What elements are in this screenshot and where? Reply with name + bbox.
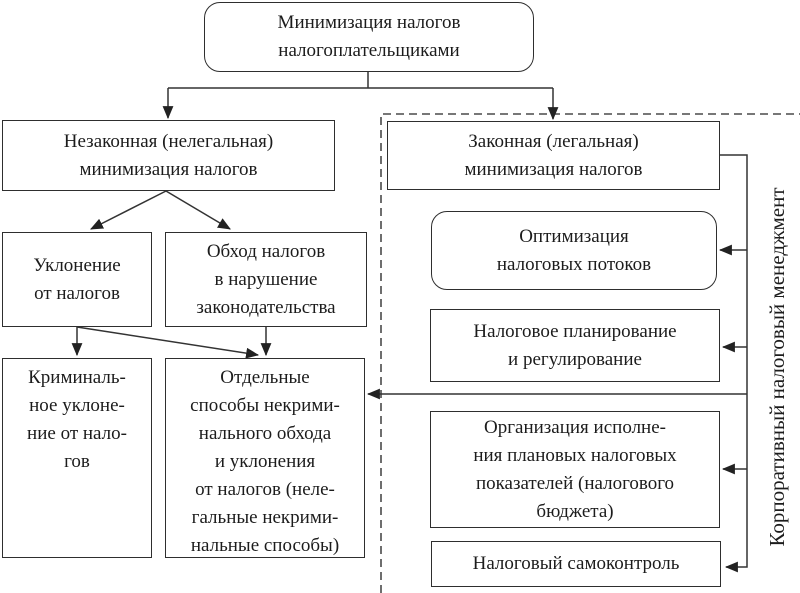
arrow-illegal-to-evasion	[91, 191, 166, 229]
node-tax-flow-optimization	[431, 211, 717, 290]
root-splitter-line	[168, 72, 553, 88]
node-legal-minimization	[387, 121, 720, 190]
node-tax-evasion	[2, 232, 152, 327]
node-line: гальные некрими-	[191, 507, 339, 528]
node-line: Налоговое планирование	[473, 320, 677, 342]
node-line: налоговых потоков	[496, 253, 652, 275]
node-separate-noncriminal-methods	[165, 358, 365, 558]
arrow-evasion-to-separate	[77, 327, 258, 355]
node-line: Обход налогов	[206, 240, 326, 262]
node-line: Отдельные	[220, 367, 310, 388]
node-line: гов	[64, 451, 90, 472]
node-line: и регулирование	[508, 348, 642, 370]
node-line: законодательства	[196, 296, 336, 318]
node-line: и уклонения	[214, 451, 316, 472]
node-line: Уклонение	[33, 254, 121, 276]
node-tax-planning-regulation	[430, 309, 720, 382]
node-line: Незаконная (нелегальная)	[63, 130, 274, 152]
node-tax-circumvention	[165, 232, 367, 327]
node-line: ное уклоне-	[29, 395, 125, 416]
node-line: бюджета)	[536, 500, 614, 522]
node-line: Организация исполне-	[484, 416, 666, 438]
node-tax-minimization	[204, 2, 534, 72]
node-line: от налогов	[34, 282, 120, 304]
node-line: Налоговый самоконтроль	[472, 553, 680, 574]
node-illegal-minimization	[2, 120, 335, 191]
node-line: минимизация налогов	[79, 158, 258, 180]
node-line: Оптимизация	[519, 225, 629, 247]
node-line: Минимизация налогов	[277, 12, 461, 33]
arrow-illegal-to-circumvention	[166, 191, 230, 229]
node-line: показателей (налогового	[475, 472, 675, 494]
node-line: способы некрими-	[190, 395, 340, 416]
node-line: Законная (легальная)	[468, 130, 639, 152]
node-tax-self-control	[431, 541, 721, 587]
node-line: ние от нало-	[27, 423, 127, 444]
legal-trunk-line	[720, 155, 747, 567]
node-line: минимизация налогов	[464, 158, 643, 180]
node-line: Криминаль-	[28, 367, 126, 388]
corporate-tax-management-label: Корпоративный налоговый менеджмент	[765, 187, 789, 547]
node-line: нальные способы)	[190, 535, 340, 556]
node-line: налогоплательщиками	[278, 40, 460, 61]
node-line: от налогов (неле-	[195, 479, 335, 500]
node-plan-execution-organization	[430, 411, 720, 528]
node-line: ния плановых налоговых	[473, 444, 677, 466]
node-criminal-evasion	[2, 358, 152, 558]
node-line: в нарушение	[214, 268, 318, 290]
node-line: нального обхода	[198, 423, 332, 444]
